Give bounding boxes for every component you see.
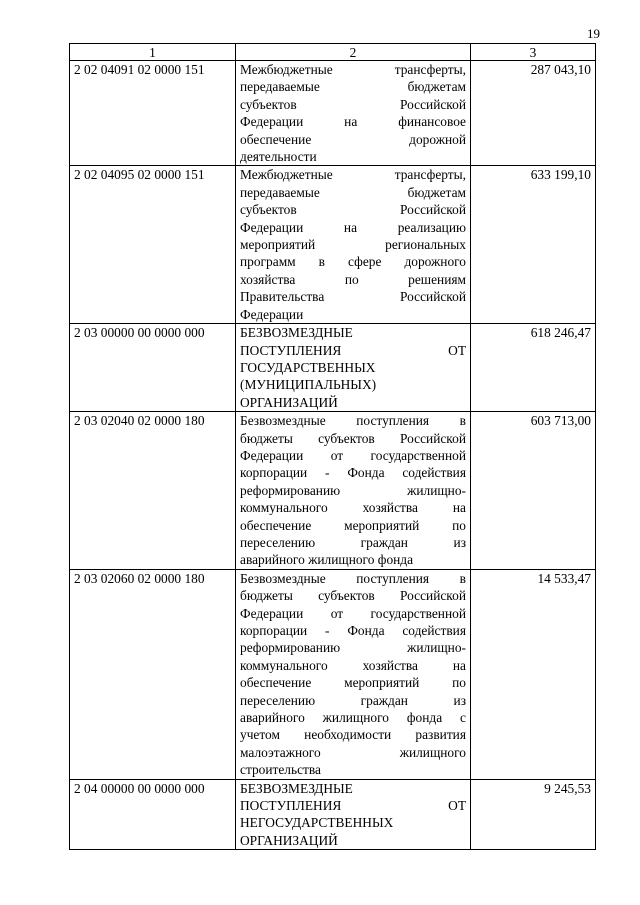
description-line: коммунального хозяйства на	[240, 657, 466, 673]
description-line: Межбюджетные трансферты,	[240, 167, 466, 183]
description-line: ПОСТУПЛЕНИЯ ОТ	[240, 798, 466, 814]
description-line: строительства	[240, 762, 321, 778]
description-line: субъектов Российской	[240, 96, 466, 112]
description-line: Федерации от государственной	[240, 605, 466, 621]
revenue-description	[236, 779, 471, 850]
description-line: БЕЗВОЗМЕЗДНЫЕ	[240, 780, 353, 796]
description-line: аварийного жилищного фонда с	[240, 710, 466, 726]
description-line: малоэтажного жилищного	[240, 744, 466, 760]
description-line: ОРГАНИЗАЦИЙ	[240, 832, 338, 848]
description-line: переселению граждан из	[240, 692, 466, 708]
column-header-3: 3	[471, 44, 596, 61]
description-line: НЕГОСУДАРСТВЕННЫХ	[240, 815, 394, 831]
description-line: Федерации от государственной	[240, 447, 466, 463]
description-line: коммунального хозяйства на	[240, 500, 466, 516]
description-line: ОРГАНИЗАЦИЙ	[240, 394, 338, 410]
description-line: бюджеты субъектов Российской	[240, 588, 466, 604]
description-line: реформированию жилищно-	[240, 640, 466, 656]
page-number: 19	[587, 26, 600, 41]
description-line: субъектов Российской	[240, 202, 466, 218]
description-line: обеспечение мероприятий по	[240, 675, 466, 691]
amount: 287 043,10	[471, 61, 596, 166]
description-line: хозяйства по решениям	[240, 271, 466, 287]
description-line: корпорации - Фонда содействия	[240, 623, 466, 638]
column-header-2: 2	[236, 44, 471, 61]
amount: 9 245,53	[471, 779, 596, 850]
description-line: аварийного жилищного фонда	[240, 552, 414, 568]
description-line: обеспечение мероприятий по	[240, 517, 466, 533]
description-line: мероприятий региональных	[240, 237, 466, 253]
description-line: Межбюджетные трансферты,	[240, 62, 466, 77]
description-line: бюджеты субъектов Российской	[240, 430, 466, 446]
revenue-description	[236, 569, 471, 779]
description-line: (МУНИЦИПАЛЬНЫХ)	[240, 377, 377, 393]
revenue-description	[236, 166, 471, 324]
budget-revenue-table	[69, 43, 596, 850]
table-row	[70, 324, 596, 412]
table-row	[70, 569, 596, 779]
budget-code: 2 03 02040 02 0000 180	[70, 412, 236, 570]
table-body	[70, 61, 596, 850]
budget-code: 2 02 04095 02 0000 151	[70, 166, 236, 324]
amount: 603 713,00	[471, 412, 596, 570]
table-row	[70, 166, 596, 324]
budget-code: 2 02 04091 02 0000 151	[70, 61, 236, 166]
description-line: передаваемые бюджетам	[240, 184, 466, 200]
description-line: БЕЗВОЗМЕЗДНЫЕ	[240, 325, 353, 341]
description-line: Безвозмездные поступления в	[240, 413, 466, 429]
amount: 14 533,47	[471, 569, 596, 779]
description-line: переселению граждан из	[240, 534, 466, 550]
budget-code: 2 03 02060 02 0000 180	[70, 569, 236, 779]
description-line: обеспечение дорожной	[240, 131, 466, 147]
description-line: учетом необходимости развития	[240, 727, 466, 743]
description-line: корпорации - Фонда содействия	[240, 465, 466, 481]
description-line: ПОСТУПЛЕНИЯ ОТ	[240, 342, 466, 358]
table-row	[70, 412, 596, 570]
budget-code: 2 03 00000 00 0000 000	[70, 324, 236, 412]
description-line: Безвозмездные поступления в	[240, 570, 466, 586]
description-line: реформированию жилищно-	[240, 482, 466, 498]
column-header-1: 1	[70, 44, 236, 61]
revenue-description	[236, 412, 471, 570]
header-row	[70, 44, 596, 61]
description-line: Федерации на финансовое	[240, 114, 466, 130]
amount: 633 199,10	[471, 166, 596, 324]
description-line: программ в сфере дорожного	[240, 254, 466, 270]
budget-code: 2 04 00000 00 0000 000	[70, 779, 236, 850]
table-row	[70, 61, 596, 166]
amount: 618 246,47	[471, 324, 596, 412]
description-line: Федерации на реализацию	[240, 219, 466, 235]
description-line: ГОСУДАРСТВЕННЫХ	[240, 359, 376, 375]
description-line: передаваемые бюджетам	[240, 79, 466, 95]
revenue-description	[236, 61, 471, 166]
revenue-description	[236, 324, 471, 412]
description-line: деятельности	[240, 149, 317, 165]
table-row	[70, 779, 596, 850]
description-line: Федерации	[240, 306, 304, 322]
description-line: Правительства Российской	[240, 289, 466, 305]
